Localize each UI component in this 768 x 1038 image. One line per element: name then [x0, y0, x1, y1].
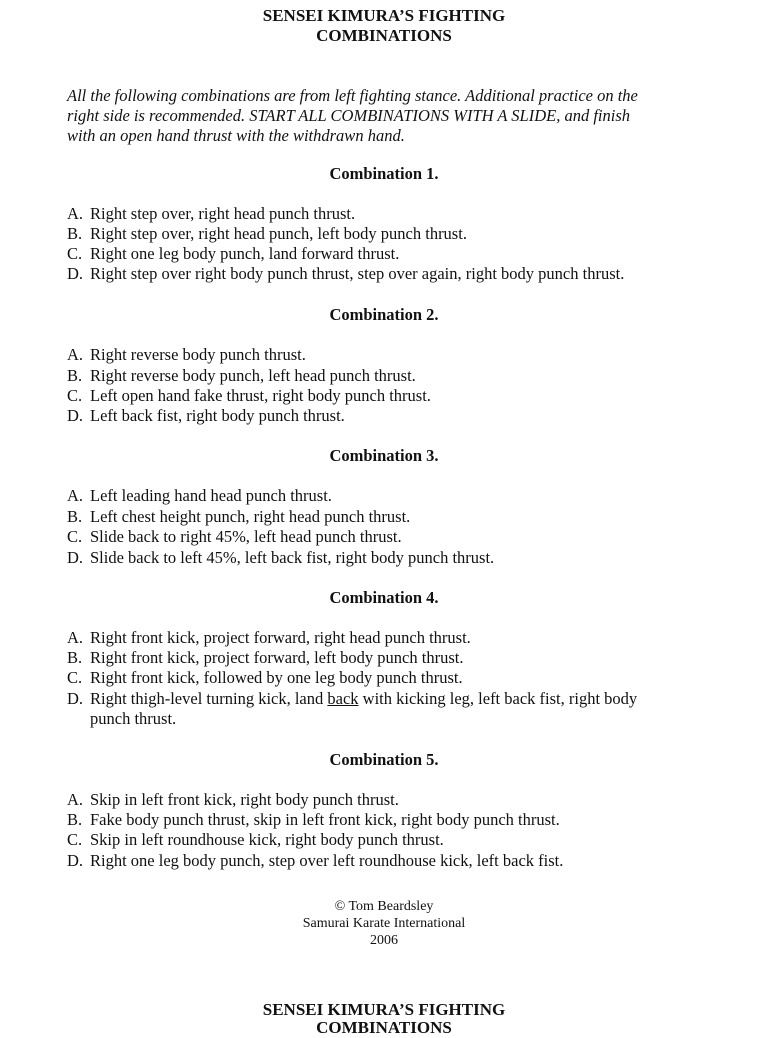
item-text: Right front kick, project forward, right head punch thrust.: [90, 628, 471, 647]
item-letter: A.: [67, 204, 84, 223]
list-item: [67, 204, 707, 224]
item-text: Slide back to right 45%, left head punch thrust.: [90, 527, 402, 546]
list-item: [67, 810, 707, 830]
item-text: Right reverse body punch, left head punch thrust.: [90, 366, 416, 385]
item-text-underlined: back: [327, 689, 359, 708]
document-title-line1: SENSEI KIMURA’S FIGHTING: [262, 6, 506, 25]
item-letter: D.: [67, 851, 84, 870]
list-item: [67, 790, 707, 810]
footer-year: 2006: [370, 933, 398, 948]
item-text: Left back fist, right body punch thrust.: [90, 406, 345, 425]
item-letter: B.: [67, 810, 83, 829]
list-item: [67, 689, 707, 709]
list-item: [67, 264, 707, 284]
item-text: Right front kick, project forward, left body punch thrust.: [90, 648, 464, 667]
list-item: [67, 386, 707, 406]
combination-5-heading: Combination 5.: [329, 750, 439, 769]
combination-3-heading: Combination 3.: [329, 446, 439, 465]
item-letter: B.: [67, 224, 83, 243]
item-text: Right step over, right head punch thrust.: [90, 204, 356, 223]
item-text: Skip in left roundhouse kick, right body punch thrust.: [90, 830, 444, 849]
list-item: [67, 527, 707, 547]
item-letter: D.: [67, 689, 84, 708]
item-letter: C.: [67, 668, 83, 687]
list-item: [67, 366, 707, 386]
item-letter: B.: [67, 507, 83, 526]
item-text: Right reverse body punch thrust.: [90, 345, 306, 364]
list-item: [67, 244, 707, 264]
item-text: Skip in left front kick, right body punch thrust.: [90, 790, 399, 809]
list-item: [67, 668, 707, 688]
item-letter: C.: [67, 386, 83, 405]
item-text: Left open hand fake thrust, right body punch thrust.: [90, 386, 431, 405]
combination-4-heading: Combination 4.: [329, 588, 439, 607]
document-title-line2: COMBINATIONS: [316, 26, 452, 45]
item-letter: A.: [67, 486, 84, 505]
item-letter: A.: [67, 790, 84, 809]
item-text: Right step over, right head punch, left body punch thrust.: [90, 224, 467, 243]
item-letter: D.: [67, 264, 84, 283]
combination-2-heading: Combination 2.: [329, 305, 439, 324]
list-item: [67, 224, 707, 244]
item-text: Right one leg body punch, land forward thrust.: [90, 244, 400, 263]
list-item: [67, 548, 707, 568]
list-item: [67, 830, 707, 850]
intro-line: with an open hand thrust with the withdrawn hand.: [67, 126, 405, 145]
item-letter: A.: [67, 345, 84, 364]
item-text: Right one leg body punch, step over left roundhouse kick, left back fist.: [90, 851, 564, 870]
list-item: [67, 648, 707, 668]
item-letter: D.: [67, 406, 84, 425]
footer-copyright: © Tom Beardsley: [334, 899, 434, 914]
item-text: Fake body punch thrust, skip in left front kick, right body punch thrust.: [90, 810, 560, 829]
item-text-continued: punch thrust.: [90, 709, 177, 728]
item-text: Right front kick, followed by one leg body punch thrust.: [90, 668, 463, 687]
list-item: [67, 851, 707, 871]
item-text: Left chest height punch, right head punch thrust.: [90, 507, 411, 526]
item-letter: A.: [67, 628, 84, 647]
item-letter: C.: [67, 830, 83, 849]
intro-line: right side is recommended. START ALL COMBINATIONS WITH A SLIDE, and finish: [67, 106, 631, 125]
combination-1-heading: Combination 1.: [329, 164, 439, 183]
item-text-after: with kicking leg, left back fist, right body: [358, 689, 638, 708]
item-letter: C.: [67, 527, 83, 546]
list-item: [67, 406, 707, 426]
item-letter: D.: [67, 548, 84, 567]
list-item: [67, 507, 707, 527]
item-letter: C.: [67, 244, 83, 263]
item-text: Right step over right body punch thrust, step over again, right body punch thrust.: [90, 264, 625, 283]
intro-line: All the following combinations are from left fighting stance. Additional practice on the: [67, 86, 638, 105]
item-letter: B.: [67, 648, 83, 667]
item-text: Slide back to left 45%, left back fist, right body punch thrust.: [90, 548, 495, 567]
intro-paragraph: [67, 86, 697, 146]
item-text: Left leading hand head punch thrust.: [90, 486, 332, 505]
list-item: [67, 345, 707, 365]
list-item: [67, 628, 707, 648]
next-page-title-line1: SENSEI KIMURA’S FIGHTING: [262, 1000, 506, 1019]
item-text-before: Right thigh-level turning kick, land: [90, 689, 328, 708]
footer-organization: Samurai Karate International: [302, 916, 466, 931]
next-page-title-line2: COMBINATIONS: [316, 1018, 452, 1037]
list-item: [67, 486, 707, 506]
item-letter: B.: [67, 366, 83, 385]
